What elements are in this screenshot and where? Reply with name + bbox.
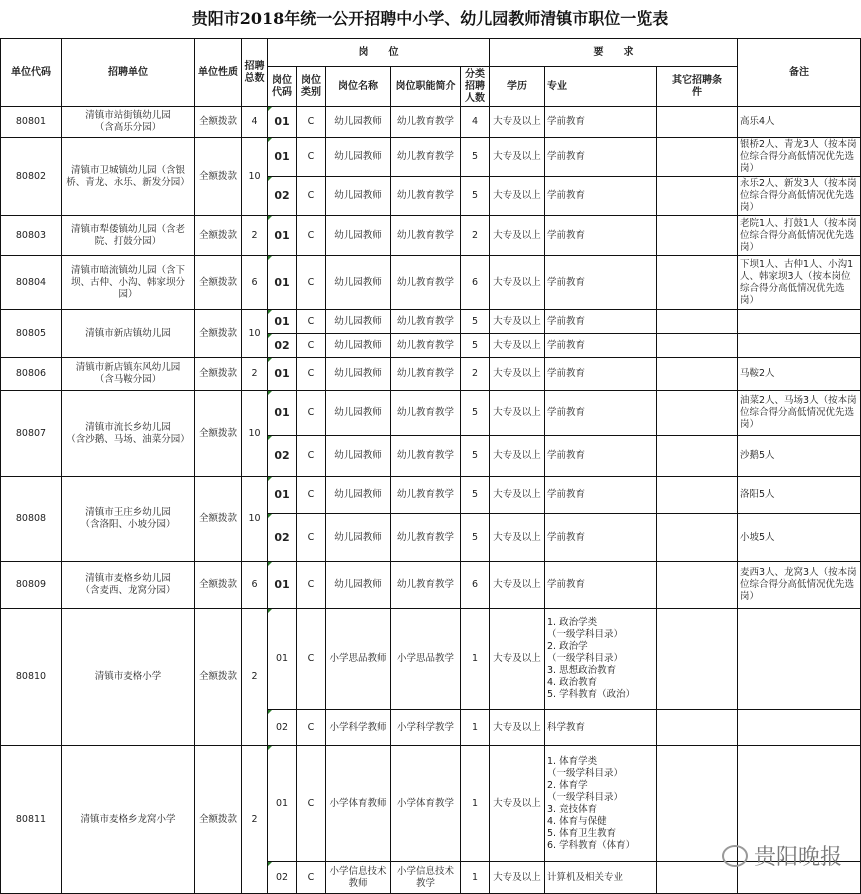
other-conditions (657, 256, 738, 310)
note: 永乐2人、新发3人（按本岗位综合得分高低情况优先选岗） (738, 177, 861, 216)
position-duty: 幼儿教育教学 (391, 216, 461, 256)
position-code: 01 (268, 216, 297, 256)
header-position-group: 岗 位 (268, 39, 490, 67)
position-duty: 幼儿教育教学 (391, 334, 461, 358)
unit-nature: 全额拨款 (195, 107, 242, 138)
position-count: 2 (461, 358, 490, 391)
unit-code: 80805 (1, 310, 62, 358)
education: 大专及以上 (490, 310, 545, 334)
other-conditions (657, 436, 738, 477)
position-name: 幼儿园教师 (326, 216, 391, 256)
major: 计算机及相关专业 (545, 862, 657, 894)
position-count: 1 (461, 609, 490, 710)
wechat-icon (722, 845, 748, 867)
education: 大专及以上 (490, 216, 545, 256)
note: 马鞍2人 (738, 358, 861, 391)
position-name: 幼儿园教师 (326, 334, 391, 358)
table-row (1, 256, 861, 310)
unit-nature: 全额拨款 (195, 609, 242, 746)
position-type: C (297, 562, 326, 609)
unit-name: 清镇市暗流镇幼儿园（含下坝、古仲、小沟、韩家坝分园） (62, 256, 195, 310)
other-conditions (657, 477, 738, 514)
note (738, 609, 861, 710)
note (738, 334, 861, 358)
page-title: 贵阳市2018年统一公开招聘中小学、幼儿园教师清镇市职位一览表 (191, 9, 669, 28)
other-conditions (657, 562, 738, 609)
position-code: 01 (268, 256, 297, 310)
position-code: 02 (268, 334, 297, 358)
major: 学前教育 (545, 256, 657, 310)
unit-code: 80801 (1, 107, 62, 138)
position-count: 5 (461, 310, 490, 334)
unit-name: 清镇市犁倭镇幼儿园（含老院、打鼓分园） (62, 216, 195, 256)
header-pos-name: 岗位名称 (326, 67, 391, 107)
other-conditions (657, 358, 738, 391)
unit-code: 80811 (1, 746, 62, 894)
unit-nature: 全额拨款 (195, 216, 242, 256)
unit-code: 80803 (1, 216, 62, 256)
unit-code: 80806 (1, 358, 62, 391)
education: 大专及以上 (490, 358, 545, 391)
position-duty: 幼儿教育教学 (391, 562, 461, 609)
unit-nature: 全额拨款 (195, 256, 242, 310)
note: 小坡5人 (738, 514, 861, 562)
header-requirements-group: 要 求 (490, 39, 738, 67)
position-code: 02 (268, 177, 297, 216)
note: 高乐4人 (738, 107, 861, 138)
unit-total: 10 (242, 310, 268, 358)
position-code: 01 (268, 562, 297, 609)
position-duty: 幼儿教育教学 (391, 514, 461, 562)
major: 学前教育 (545, 138, 657, 177)
other-conditions (657, 310, 738, 334)
major: 学前教育 (545, 107, 657, 138)
education: 大专及以上 (490, 436, 545, 477)
note: 麦西3人、龙窝3人（按本岗位综合得分高低情况优先选岗） (738, 562, 861, 609)
position-code: 01 (268, 746, 297, 862)
position-type: C (297, 514, 326, 562)
unit-name: 清镇市卫城镇幼儿园（含银桥、青龙、永乐、新发分园） (62, 138, 195, 216)
education: 大专及以上 (490, 477, 545, 514)
major: 学前教育 (545, 477, 657, 514)
position-count: 1 (461, 746, 490, 862)
position-type: C (297, 436, 326, 477)
other-conditions (657, 710, 738, 746)
position-count: 5 (461, 436, 490, 477)
note: 银桥2人、青龙3人（按本岗位综合得分高低情况优先选岗） (738, 138, 861, 177)
major: 学前教育 (545, 514, 657, 562)
education: 大专及以上 (490, 107, 545, 138)
position-duty: 幼儿教育教学 (391, 138, 461, 177)
unit-name: 清镇市新店镇东风幼儿园 （含马鞍分园） (62, 358, 195, 391)
header-unit-code: 单位代码 (1, 39, 62, 107)
major: 学前教育 (545, 310, 657, 334)
header-edu: 学历 (490, 67, 545, 107)
header-unit: 招聘单位 (62, 39, 195, 107)
position-name: 幼儿园教师 (326, 436, 391, 477)
position-count: 1 (461, 710, 490, 746)
unit-total: 6 (242, 256, 268, 310)
major: 学前教育 (545, 216, 657, 256)
header-note: 备注 (738, 39, 861, 107)
unit-code: 80807 (1, 391, 62, 477)
header-nature: 单位性质 (195, 39, 242, 107)
position-code: 02 (268, 514, 297, 562)
unit-nature: 全额拨款 (195, 391, 242, 477)
position-type: C (297, 391, 326, 436)
position-type: C (297, 710, 326, 746)
unit-nature: 全额拨款 (195, 477, 242, 562)
unit-name: 清镇市王庄乡幼儿园 （含洛阳、小坡分园） (62, 477, 195, 562)
education: 大专及以上 (490, 562, 545, 609)
position-name: 幼儿园教师 (326, 391, 391, 436)
position-code: 01 (268, 477, 297, 514)
header-pos-count: 分类招聘人数 (461, 67, 490, 107)
positions-table (0, 38, 861, 894)
note: 老院1人、打鼓1人（按本岗位综合得分高低情况优先选岗） (738, 216, 861, 256)
position-type: C (297, 358, 326, 391)
major: 学前教育 (545, 562, 657, 609)
position-duty: 幼儿教育教学 (391, 177, 461, 216)
position-count: 5 (461, 138, 490, 177)
position-type: C (297, 862, 326, 894)
position-code: 02 (268, 862, 297, 894)
unit-nature: 全额拨款 (195, 310, 242, 358)
position-name: 幼儿园教师 (326, 477, 391, 514)
position-duty: 幼儿教育教学 (391, 436, 461, 477)
education: 大专及以上 (490, 391, 545, 436)
position-duty: 小学体育教学 (391, 746, 461, 862)
position-type: C (297, 746, 326, 862)
position-count: 6 (461, 256, 490, 310)
position-duty: 幼儿教育教学 (391, 107, 461, 138)
unit-total: 2 (242, 609, 268, 746)
table-row (1, 358, 861, 391)
position-type: C (297, 477, 326, 514)
unit-nature: 全额拨款 (195, 358, 242, 391)
major: 学前教育 (545, 391, 657, 436)
major: 1. 政治学类 （一级学科目录） 2. 政治学 （一级学科目录） 3. 思想政治教育 4. 政治教育 5. 学科教育（政治） (545, 609, 657, 710)
other-conditions (657, 138, 738, 177)
unit-total: 10 (242, 391, 268, 477)
unit-nature: 全额拨款 (195, 562, 242, 609)
unit-name: 清镇市麦格乡龙窝小学 (62, 746, 195, 894)
position-name: 幼儿园教师 (326, 138, 391, 177)
note (738, 710, 861, 746)
position-duty: 小学科学教学 (391, 710, 461, 746)
unit-code: 80810 (1, 609, 62, 746)
unit-total: 2 (242, 358, 268, 391)
other-conditions (657, 107, 738, 138)
unit-name: 清镇市流长乡幼儿园 （含沙鹅、马场、油菜分园） (62, 391, 195, 477)
table-row (1, 609, 861, 710)
header-other: 其它招聘条 件 (657, 67, 738, 107)
major: 科学教育 (545, 710, 657, 746)
other-conditions (657, 391, 738, 436)
major: 学前教育 (545, 334, 657, 358)
header-major: 专业 (545, 67, 657, 107)
position-count: 5 (461, 477, 490, 514)
position-name: 幼儿园教师 (326, 310, 391, 334)
position-name: 幼儿园教师 (326, 107, 391, 138)
note: 油菜2人、马场3人（按本岗位综合得分高低情况优先选岗） (738, 391, 861, 436)
table-row (1, 310, 861, 334)
unit-name: 清镇市新店镇幼儿园 (62, 310, 195, 358)
unit-code: 80804 (1, 256, 62, 310)
education: 大专及以上 (490, 862, 545, 894)
unit-total: 10 (242, 477, 268, 562)
position-name: 幼儿园教师 (326, 256, 391, 310)
unit-code: 80808 (1, 477, 62, 562)
unit-name: 清镇市麦格乡幼儿园 （含麦西、龙窝分园） (62, 562, 195, 609)
other-conditions (657, 334, 738, 358)
position-type: C (297, 256, 326, 310)
unit-total: 4 (242, 107, 268, 138)
education: 大专及以上 (490, 138, 545, 177)
position-code: 01 (268, 391, 297, 436)
header-pos-duty: 岗位职能简介 (391, 67, 461, 107)
table-row (1, 138, 861, 177)
position-type: C (297, 177, 326, 216)
unit-name: 清镇市站街镇幼儿园 （含高乐分园） (62, 107, 195, 138)
other-conditions (657, 514, 738, 562)
position-duty: 幼儿教育教学 (391, 358, 461, 391)
position-count: 5 (461, 334, 490, 358)
education: 大专及以上 (490, 514, 545, 562)
position-code: 01 (268, 138, 297, 177)
position-code: 02 (268, 436, 297, 477)
watermark (722, 840, 842, 871)
position-duty: 幼儿教育教学 (391, 310, 461, 334)
major: 学前教育 (545, 177, 657, 216)
unit-total: 6 (242, 562, 268, 609)
position-count: 6 (461, 562, 490, 609)
education: 大专及以上 (490, 334, 545, 358)
position-name: 幼儿园教师 (326, 177, 391, 216)
position-duty: 幼儿教育教学 (391, 391, 461, 436)
position-type: C (297, 310, 326, 334)
major: 学前教育 (545, 358, 657, 391)
position-name: 小学思品教师 (326, 609, 391, 710)
position-name: 小学科学教师 (326, 710, 391, 746)
position-type: C (297, 609, 326, 710)
position-count: 4 (461, 107, 490, 138)
table-row (1, 216, 861, 256)
unit-code: 80809 (1, 562, 62, 609)
position-duty: 幼儿教育教学 (391, 256, 461, 310)
table-row (1, 107, 861, 138)
education: 大专及以上 (490, 609, 545, 710)
note: 洛阳5人 (738, 477, 861, 514)
position-name: 小学体育教师 (326, 746, 391, 862)
position-type: C (297, 334, 326, 358)
unit-code: 80802 (1, 138, 62, 216)
other-conditions (657, 609, 738, 710)
education: 大专及以上 (490, 746, 545, 862)
position-code: 02 (268, 710, 297, 746)
education: 大专及以上 (490, 177, 545, 216)
position-type: C (297, 107, 326, 138)
position-count: 1 (461, 862, 490, 894)
header-pos-code: 岗位代码 (268, 67, 297, 107)
watermark-text: 贵阳晚报 (753, 845, 842, 870)
position-code: 01 (268, 609, 297, 710)
position-code: 01 (268, 358, 297, 391)
note: 下坝1人、古仲1人、小沟1人、韩家坝3人（按本岗位综合得分高低情况优先选岗） (738, 256, 861, 310)
unit-nature: 全额拨款 (195, 746, 242, 894)
other-conditions (657, 177, 738, 216)
unit-total: 2 (242, 216, 268, 256)
position-count: 5 (461, 391, 490, 436)
position-type: C (297, 138, 326, 177)
position-count: 2 (461, 216, 490, 256)
table-row (1, 477, 861, 514)
note (738, 310, 861, 334)
position-name: 幼儿园教师 (326, 562, 391, 609)
position-code: 01 (268, 310, 297, 334)
unit-name: 清镇市麦格小学 (62, 609, 195, 746)
other-conditions (657, 216, 738, 256)
major: 学前教育 (545, 436, 657, 477)
unit-total: 2 (242, 746, 268, 894)
position-count: 5 (461, 177, 490, 216)
header-total: 招聘总数 (242, 39, 268, 107)
position-duty: 小学信息技术教学 (391, 862, 461, 894)
position-code: 01 (268, 107, 297, 138)
major: 1. 体育学类 （一级学科目录） 2. 体育学 （一级学科目录） 3. 竞技体育 4. 体育与保健 5. 体育卫生教育 6. 学科教育（体育） (545, 746, 657, 862)
position-count: 5 (461, 514, 490, 562)
education: 大专及以上 (490, 710, 545, 746)
header-pos-type: 岗位类别 (297, 67, 326, 107)
unit-total: 10 (242, 138, 268, 216)
note: 沙鹅5人 (738, 436, 861, 477)
position-duty: 幼儿教育教学 (391, 477, 461, 514)
position-duty: 小学思品教学 (391, 609, 461, 710)
position-name: 小学信息技术教师 (326, 862, 391, 894)
position-type: C (297, 216, 326, 256)
education: 大专及以上 (490, 256, 545, 310)
position-name: 幼儿园教师 (326, 358, 391, 391)
position-name: 幼儿园教师 (326, 514, 391, 562)
table-row (1, 562, 861, 609)
unit-nature: 全额拨款 (195, 138, 242, 216)
table-row (1, 391, 861, 436)
